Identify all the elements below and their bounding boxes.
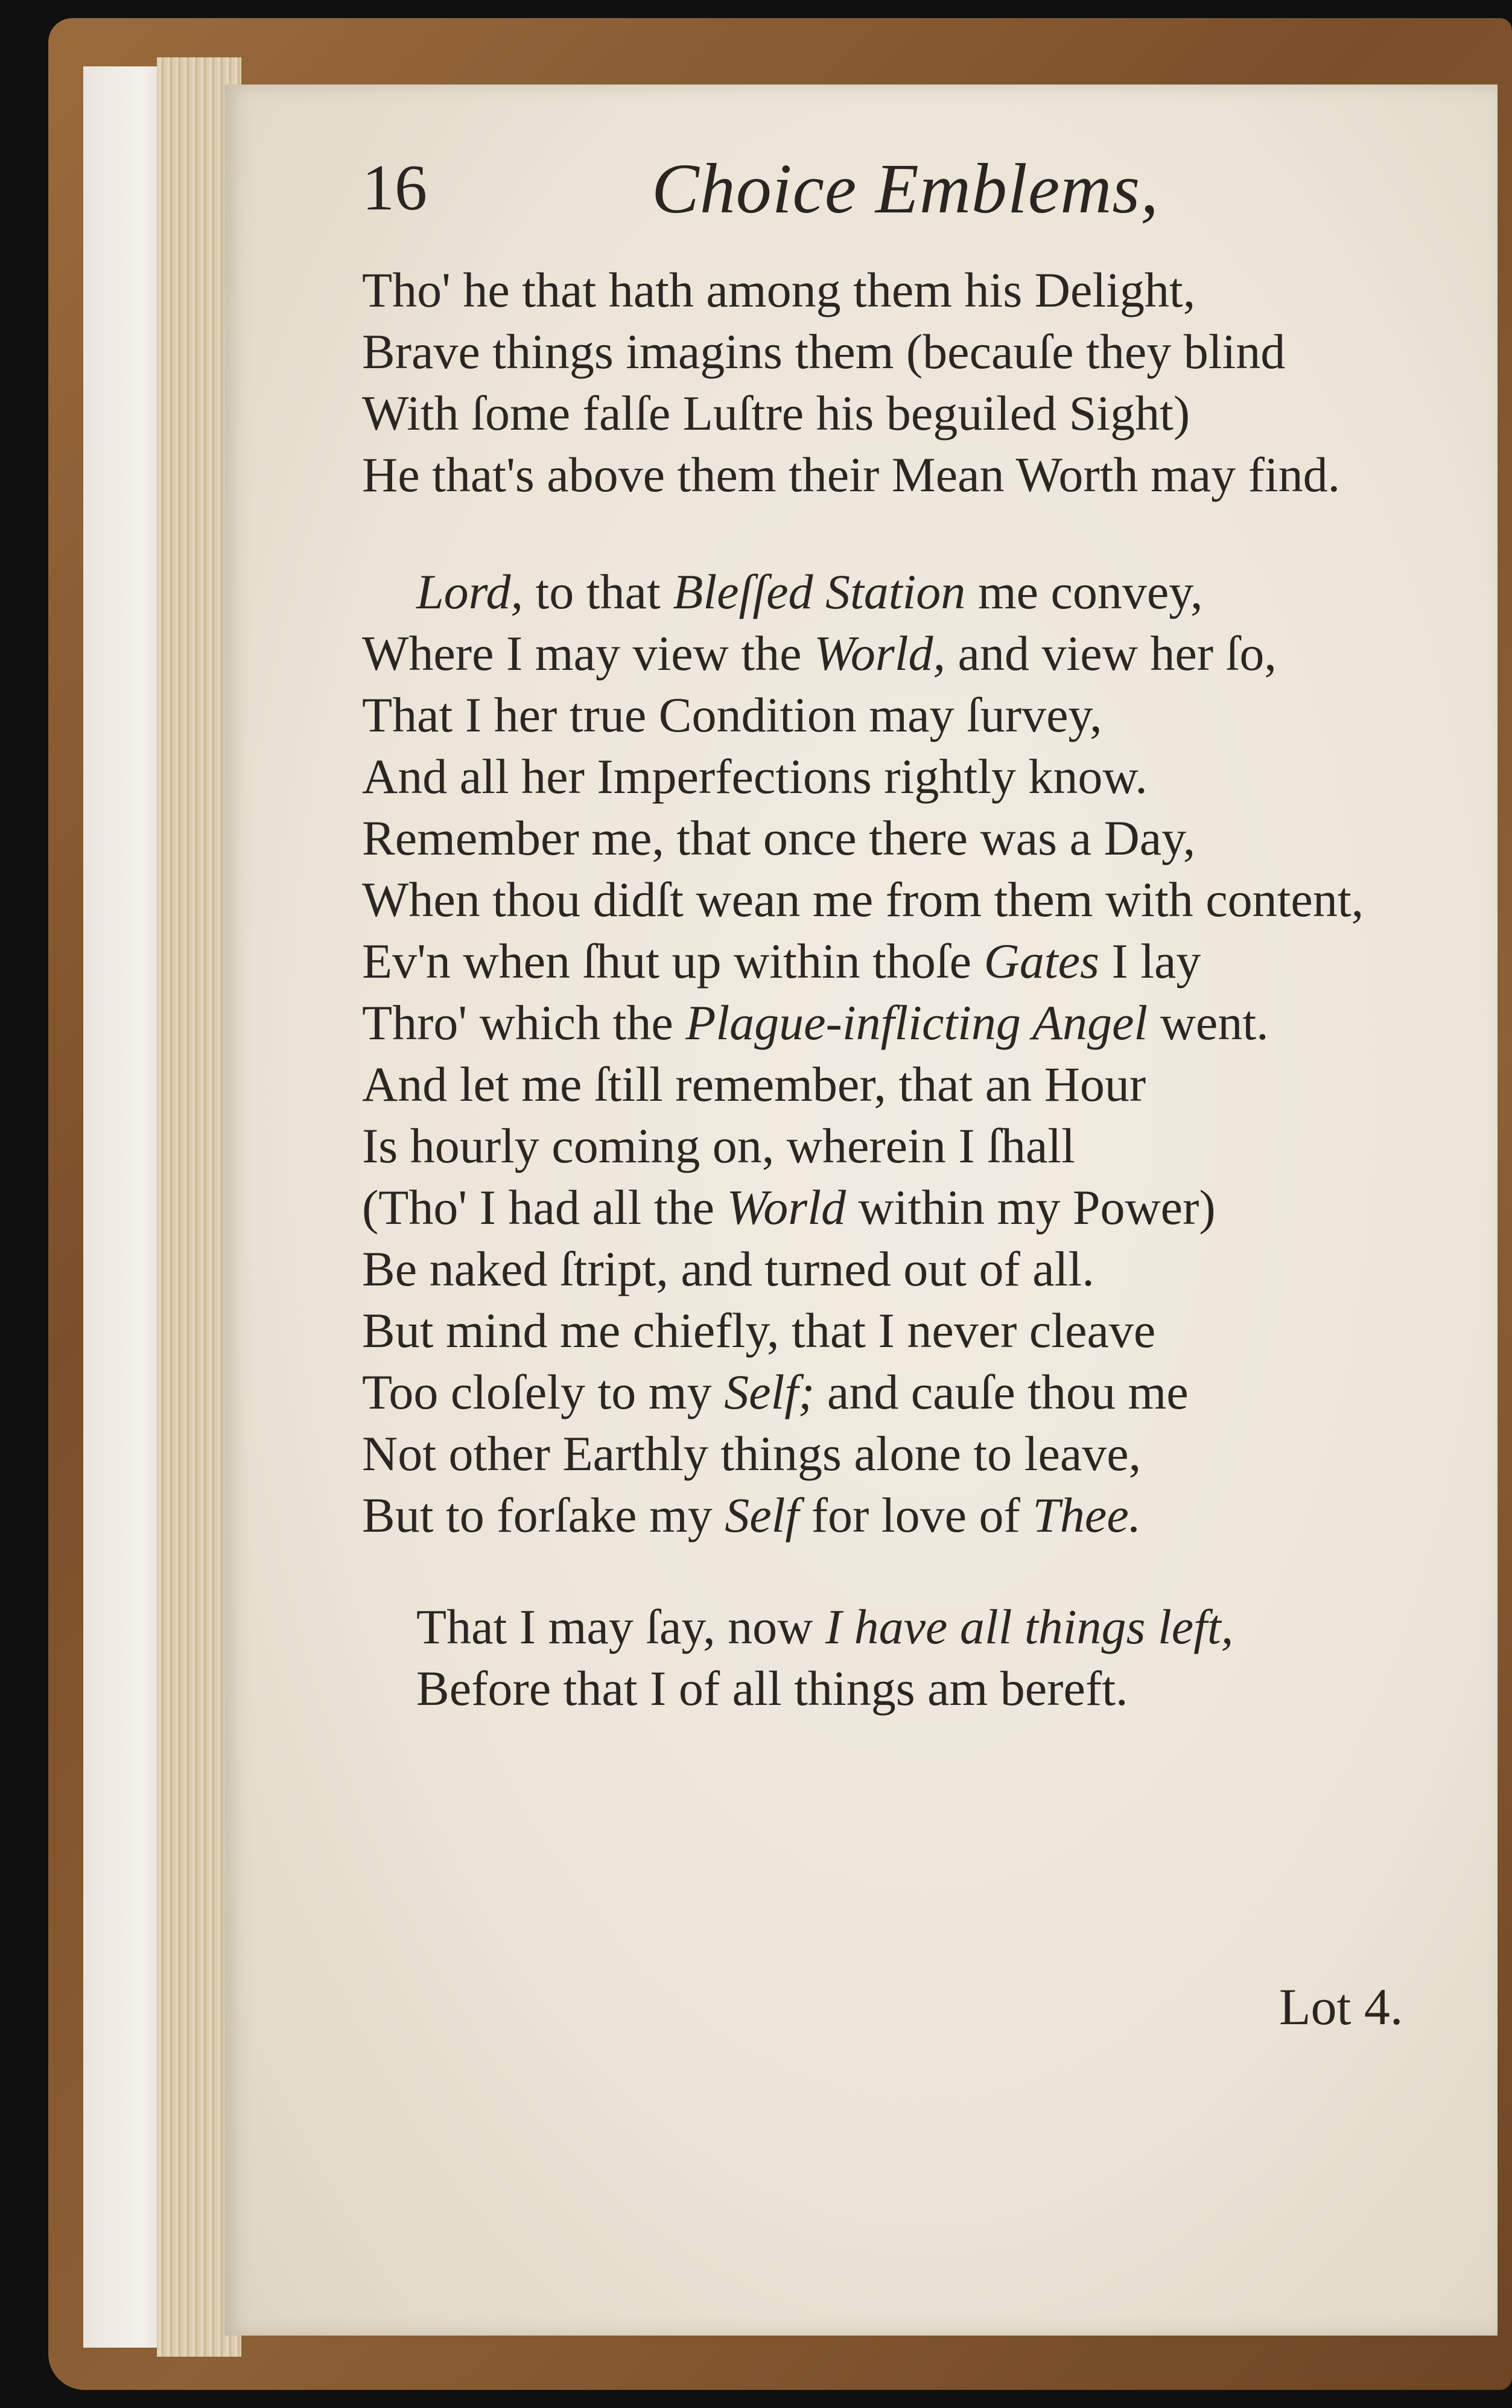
verse-line (362, 1596, 1233, 1658)
roman-text: for love of (799, 1488, 1033, 1543)
roman-text: And let me ſtill remember, that an Hour (362, 1057, 1146, 1112)
verse-line (362, 1238, 1364, 1300)
verse-line (362, 1177, 1364, 1238)
italic-text: I have all things left, (825, 1599, 1234, 1654)
verse-line (362, 1054, 1364, 1115)
verse-line (362, 1362, 1364, 1423)
running-head (362, 151, 1207, 235)
verse-line (362, 684, 1364, 746)
roman-text: went. (1148, 995, 1269, 1050)
roman-text: That I her true Condition may ſurvey, (362, 687, 1102, 742)
roman-text: within my Power) (846, 1180, 1216, 1235)
verse-line (362, 931, 1364, 992)
roman-text: Before that I of all things am bereft. (416, 1661, 1128, 1716)
italic-text: World (726, 1180, 846, 1235)
roman-text: and cauſe thou me (815, 1365, 1189, 1419)
roman-text: Be naked ſtript, and turned out of all. (362, 1241, 1094, 1296)
roman-text: I lay (1099, 934, 1201, 989)
italic-text: Self (725, 1488, 799, 1543)
roman-text: But mind me chiefly, that I never cleave (362, 1303, 1156, 1358)
roman-text: Not other Earthly things alone to leave, (362, 1426, 1142, 1481)
stanza-1 (362, 260, 1340, 506)
italic-text: Bleſſed Station (673, 564, 966, 619)
verse-line: With ſome falſe Luſtre his beguiled Sight) (362, 386, 1190, 441)
verse-line: He that's above them their Mean Worth may find. (362, 447, 1341, 502)
roman-text: Too cloſely to my (362, 1365, 725, 1419)
roman-text: Remember me, that once there was a Day, (362, 811, 1196, 865)
italic-text: Self; (724, 1365, 815, 1419)
verse-line (362, 1658, 1233, 1719)
verse-line (362, 623, 1364, 684)
verse-line (362, 869, 1364, 931)
italic-text: Thee. (1032, 1488, 1142, 1543)
roman-text: When thou didſt wean me from them with content, (362, 872, 1364, 927)
roman-text: That I may ſay, now (416, 1599, 825, 1654)
roman-text: to that (523, 564, 673, 619)
stanza-2 (362, 561, 1364, 1546)
catchword: Lot 4. (1279, 1978, 1403, 2036)
italic-text: Plague-inflicting Angel (685, 995, 1148, 1050)
verse-line: Brave things imagins them (becauſe they blind (362, 324, 1286, 379)
roman-text: Thro' which the (362, 995, 686, 1050)
verse-line (362, 1485, 1364, 1546)
roman-text: Where I may view the (362, 626, 815, 681)
roman-text: Ev'n when ſhut up within thoſe (362, 934, 984, 989)
page-number: 16 (362, 152, 427, 224)
verse-line (362, 992, 1364, 1054)
verse-line (362, 1423, 1364, 1485)
italic-text: Lord, (416, 564, 523, 619)
stanza-3 (362, 1596, 1233, 1719)
roman-text: Is hourly coming on, wherein I ſhall (362, 1118, 1075, 1173)
verse-line (362, 807, 1364, 869)
roman-text: (Tho' I had all the (362, 1180, 727, 1235)
verse-line (362, 1115, 1364, 1177)
verse-line (362, 1300, 1364, 1362)
roman-text: But to forſake my (362, 1488, 725, 1543)
roman-text: And all her Imperfections rightly know. (362, 749, 1148, 804)
verse-line: Tho' he that hath among them his Delight, (362, 263, 1196, 317)
roman-text: me convey, (965, 564, 1203, 619)
verse-line (362, 561, 1364, 623)
italic-text: World, (814, 626, 946, 681)
roman-text: and view her ſo, (945, 626, 1277, 681)
italic-text: Gates (983, 934, 1099, 989)
book-title: Choice Emblems, (652, 149, 1159, 228)
verse-line (362, 746, 1364, 807)
